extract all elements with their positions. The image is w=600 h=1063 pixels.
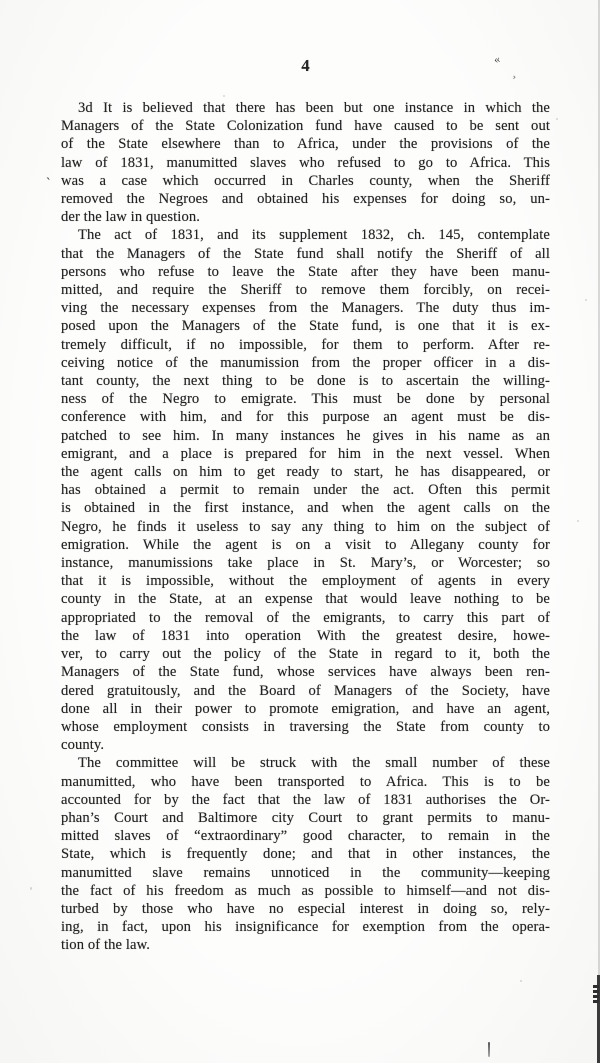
text-line: the fact of his freedom as much as possible to himself—and not dis-: [61, 882, 550, 899]
text-line: conference with him, and for this purpose an agent must be dis-: [61, 409, 550, 426]
text-line: Managers of the State Colonization fund have caused to be sent out: [61, 118, 550, 135]
scan-edge-dash: [593, 995, 599, 998]
text-line: county.: [61, 737, 105, 754]
text-line: whose employment consists in traversing the State from county to: [61, 718, 550, 735]
text-line: law of 1831, manumitted slaves who refused to go to Africa. This: [61, 154, 550, 171]
text-line: dered gratuitously, and the Board of Managers of the Society, have: [61, 682, 550, 699]
scan-artifact-bottom-tick: [488, 1042, 490, 1057]
page-body: [61, 99, 550, 955]
text-line: persons who refuse to leave the State after they have been manu-: [61, 263, 550, 280]
text-line: of the State elsewhere than to Africa, under the provisions of the: [61, 136, 550, 153]
text-line: Negro, he finds it useless to say any thing to him on the subject of: [61, 518, 550, 535]
text-line: emigration. While the agent is on a visit to Allegany county for: [61, 536, 550, 553]
text-line: tion of the law.: [61, 937, 151, 954]
text-line: tant county, the next thing to be done is to ascertain the willing-: [61, 373, 550, 390]
scan-speck: [223, 95, 225, 97]
text-line: is obtained in the first instance, and when the agent calls on the: [61, 500, 550, 517]
scan-speck: [577, 520, 579, 522]
text-line: The act of 1831, and its supplement 1832, ch. 145, contemplate: [78, 227, 550, 244]
text-line: county in the State, at an expense that would leave nothing to be: [61, 591, 550, 608]
text-line: has obtained a permit to remain under the act. Often this permit: [61, 482, 550, 499]
scan-artifact-dot: ¸: [512, 64, 517, 79]
text-line: mitted slaves of “extraordinary” good character, to remain in the: [61, 828, 550, 845]
scan-speck: [30, 887, 32, 890]
text-line: that the Managers of the State fund shall notify the Sheriff of all: [61, 245, 550, 262]
text-line: that it is impossible, without the employment of agents in every: [61, 573, 550, 590]
text-line: der the law in question.: [61, 209, 200, 226]
text-line: manumitted slave remains unnoticed in the community—keeping: [61, 864, 550, 881]
text-line: appropriated to the removal of the emigrants, to carry this part of: [61, 609, 550, 626]
scan-artifact-margin-comma: `: [43, 175, 52, 193]
text-line: The committee will be struck with the small number of these: [78, 755, 550, 772]
text-line: 3d It is believed that there has been but one instance in which the: [78, 100, 550, 116]
text-line: the agent calls on him to get ready to start, he has disappeared, or: [61, 464, 550, 481]
text-line: ing, in fact, upon his insignificance for exemption from the opera-: [61, 919, 550, 936]
text-line: mitted, and require the Sheriff to remove them forcibly, on recei-: [61, 282, 550, 299]
page-number: 4: [301, 56, 311, 75]
text-line: tremely difficult, if no impossible, for them to perform. After re-: [61, 336, 550, 353]
scan-speck: [556, 118, 558, 120]
text-line: phan’s Court and Baltimore city Court to grant permits to manu-: [61, 809, 550, 826]
scan-speck: [585, 299, 587, 301]
text-line: patched to see him. In many instances he gives in his name as an: [61, 427, 550, 444]
text-line: accounted for by the fact that the law of 1831 authorises the Or-: [61, 791, 550, 808]
text-line: instance, manumissions take place in St. Mary’s, or Worcester; so: [61, 555, 550, 572]
text-line: ness of the Negro to emigrate. This must be done by personal: [61, 391, 550, 408]
text-line: Managers of the State fund, whose services have always been ren-: [61, 664, 550, 681]
text-line: ver, to carry out the policy of the State in regard to it, both the: [61, 646, 550, 663]
paragraph: [61, 99, 550, 226]
scan-edge-dash: [593, 1000, 599, 1003]
scan-edge-dash: [593, 990, 599, 993]
text-line: removed the Negroes and obtained his expenses for doing so, un-: [61, 191, 550, 208]
text-line: State, which is frequently done; and that in other instances, the: [61, 846, 550, 863]
scan-speck: [520, 980, 522, 982]
scan-artifact-squiggle: «: [492, 51, 502, 67]
text-line: posed upon the Managers of the State fund, is one that it is ex-: [61, 318, 550, 335]
text-line: turbed by those who have no especial interest in doing so, rely-: [61, 900, 550, 917]
text-line: ceiving notice of the manumission from the proper officer in a dis-: [61, 354, 550, 371]
text-line: done all in their power to promote emigration, and have an agent,: [61, 700, 550, 717]
text-line: ving the necessary expenses from the Managers. The duty thus im-: [61, 300, 550, 317]
text-line: the law of 1831 into operation With the greatest desire, howe-: [61, 627, 550, 644]
paragraph: [61, 754, 550, 954]
text-line: was a case which occurred in Charles county, when the Sheriff: [61, 172, 550, 189]
text-line: emigrant, and a place is prepared for him in the next vessel. When: [61, 445, 550, 462]
text-line: manumitted, who have been transported to Africa. This is to be: [61, 773, 550, 790]
scan-edge-dash: [593, 985, 599, 988]
paragraph: [61, 226, 550, 754]
